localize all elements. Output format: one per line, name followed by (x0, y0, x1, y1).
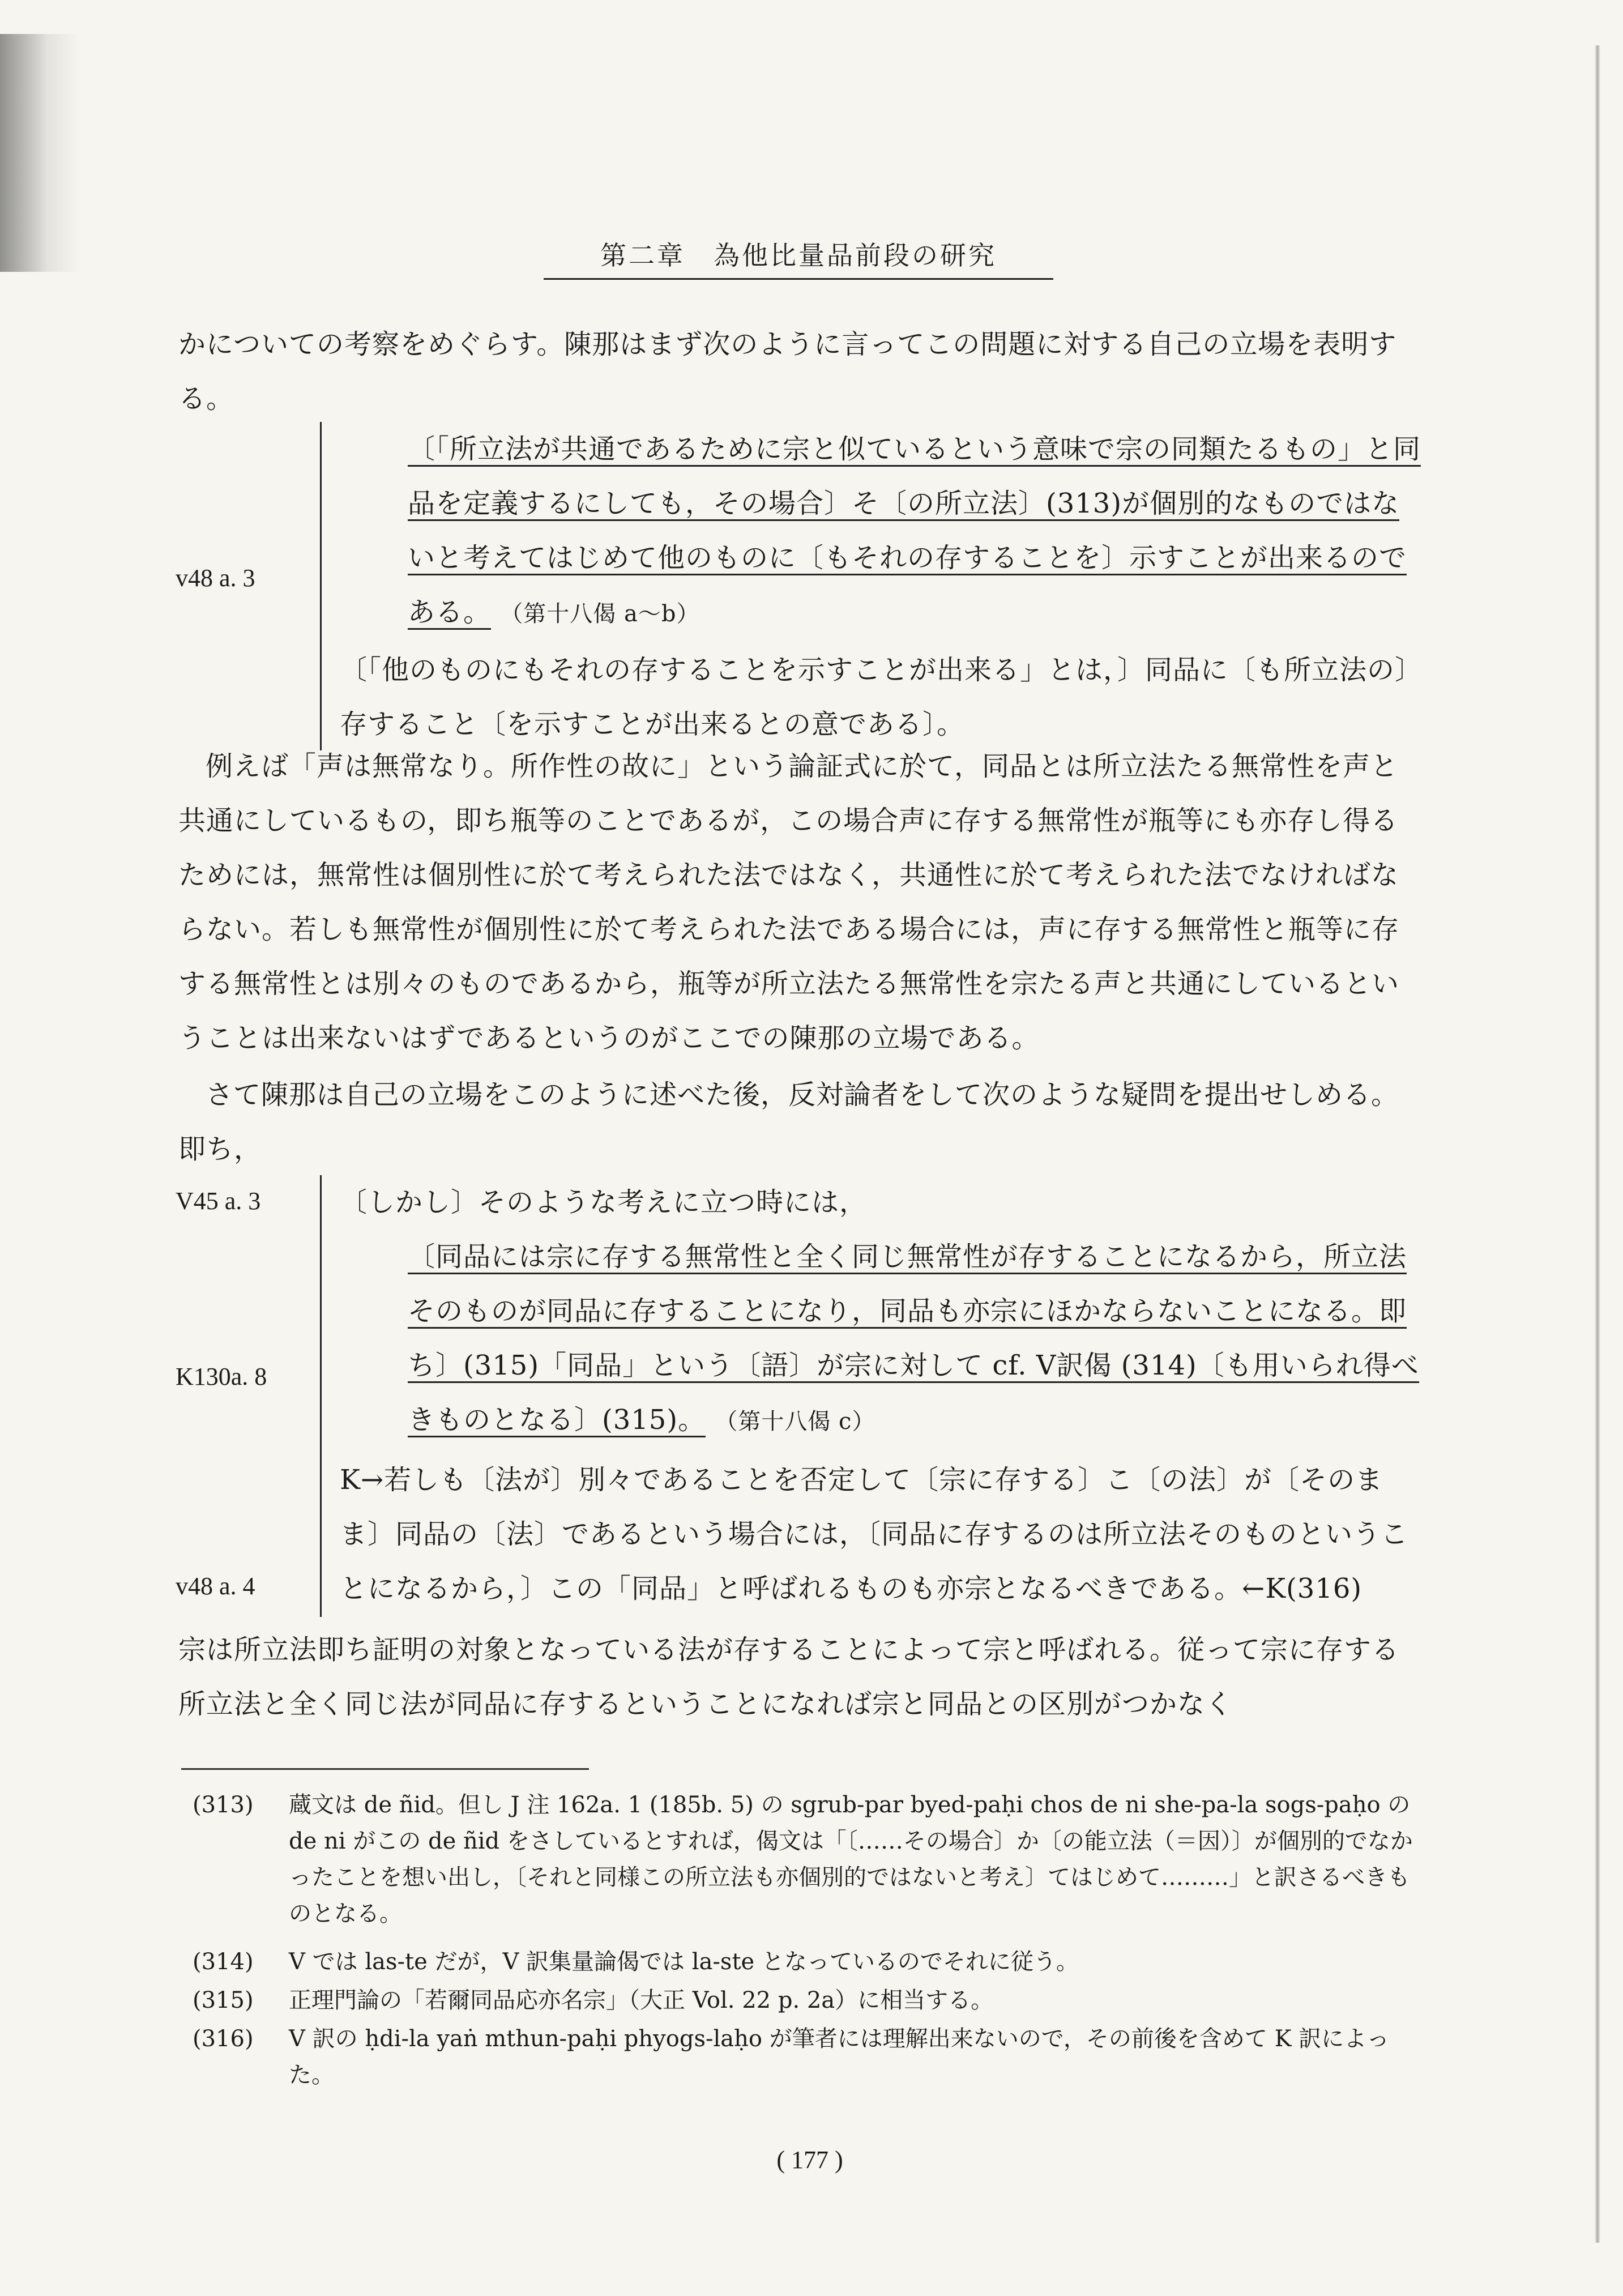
paragraph-conclusion: 宗は所立法即ち証明の対象となっている法が存することによって宗と呼ばれる。従って宗に存する所立法と全く同じ法が同品に存するということになれば宗と同品との区別がつかなく (178, 1634, 1400, 1720)
verse-tag: （第十八偈 c） (715, 1409, 875, 1435)
verse-commentary: K→若しも〔法が〕別々であることを否定して〔宗に存する〕こ〔の法〕が〔そのまま〕同品の〔法〕であるという場合には，〔同品に存するのは所立法そのものということになるから，〕この「同品」と呼ばれるものも亦宗となるべきである。←K(316) (340, 1464, 1409, 1604)
footnote-316 (193, 2021, 1421, 2093)
scan-edge-shadow (0, 34, 79, 272)
running-header: 第二章 為他比量品前段の研究 (544, 235, 1053, 280)
quote-bracket-line (320, 422, 322, 750)
quote-intro: 〔しかし〕そのような考えに立つ時には， (340, 1187, 868, 1218)
verse-text (408, 1230, 1421, 1449)
verse-tag: （第十八偈 a〜b） (500, 601, 700, 627)
footnote-315 (193, 1982, 1421, 2018)
footnote-text: 蔵文は de ñid。但し J 注 162a. 1 (185b. 5) の sgrub-par byed-paḥi chos de ni she-pa-la sogs-paḥo の de ni がこの de ñid をさしているとすれば，偈文は「〔……その場合〕か〔の能立法（＝因）〕が個別的でなかったことを想い出し，〔それと同様この所立法も亦個別的ではないと考え〕てはじめて………」と訳さるべきものとなる。 (289, 1792, 1413, 1927)
page-number: ( 177 ) (776, 2146, 843, 2174)
quote-block-2 (176, 1175, 1421, 1617)
paragraph-transition: さて陳那は自己の立場をこのように述べた後，反対論者をして次のような疑問を提出せしめる。即ち， (178, 1079, 1399, 1165)
quote-label-b: K130a. 8 (176, 1363, 267, 1390)
quote-label: v48 a. 3 (176, 564, 255, 592)
verse-underlined: 〔「所立法が共通であるために宗と似ているという意味で宗の同類たるもの」と同品を定義するにしても，その場合〕そ〔の所立法〕(313)が個別的なものではないと考えてはじめて他のものに〔もそれの存することを〕示すことが出来るのである。 (408, 433, 1421, 630)
paragraph-intro: かについての考察をめぐらす。陳那はまず次のように言ってこの問題に対する自己の立場を表明する。 (178, 328, 1397, 415)
quote-bracket-line (320, 1175, 322, 1617)
footnote-314 (193, 1944, 1421, 1980)
paragraph-explanation: 例えば「声は無常なり。所作性の故に」という論証式に於て，同品とは所立法たる無常性を声と共通にしているもの，即ち瓶等のことであるが，この場合声に存する無常性が瓶等にも亦存し得るためには，無常性は個別性に於て考えられた法ではなく，共通性に於て考えられた法でなければならない。若しも無常性が個別性に於て考えられた法である場合には，声に存する無常性と瓶等に存する無常性とは別々のものであるから，瓶等が所立法たる無常性を宗たる声と共通にしているということは出来ないはずであるというのがここでの陳那の立場である。 (178, 750, 1400, 1054)
footnote-number: (314) (193, 1949, 254, 1975)
footnote-number: (315) (193, 1987, 254, 2013)
scan-binding-edge (1595, 45, 1600, 2243)
footnote-text: V 訳の ḥdi-la yaṅ mthun-paḥi phyogs-laḥo が筆者には理解出来ないので，その前後を含めて K 訳によった。 (289, 2026, 1390, 2088)
footnote-number: (313) (193, 1792, 254, 1818)
footnote-text: 正理門論の「若爾同品応亦名宗」（大正 Vol. 22 p. 2a）に相当する。 (289, 1987, 994, 2013)
footnote-number: (316) (193, 2026, 254, 2052)
quote-block-1 (176, 422, 1421, 750)
verse-text (408, 422, 1421, 641)
footnote-313 (193, 1787, 1421, 1934)
verse-commentary: 〔「他のものにもそれの存することを示すことが出来る」とは，〕同品に〔も所立法の〕存すること〔を示すことが出来るとの意である〕。 (340, 654, 1410, 740)
verse-underlined: 〔同品には宗に存する無常性と全く同じ無常性が存することになるから，所立法そのものが同品に存することになり，同品も亦宗にほかならないことになる。即ち〕(315)「同品」という〔語〕が宗に対して cf. V訳偈 (314)〔も用いられ得べきものとなる〕(315)。 (408, 1241, 1419, 1437)
footnote-text: V では las-te だが，V 訳集量論偈では la-ste となっているのでそれに従う。 (289, 1949, 1079, 1975)
quote-label-a: V45 a. 3 (176, 1187, 261, 1215)
footnote-rule (181, 1768, 589, 1770)
quote-label-c: v48 a. 4 (176, 1572, 255, 1600)
